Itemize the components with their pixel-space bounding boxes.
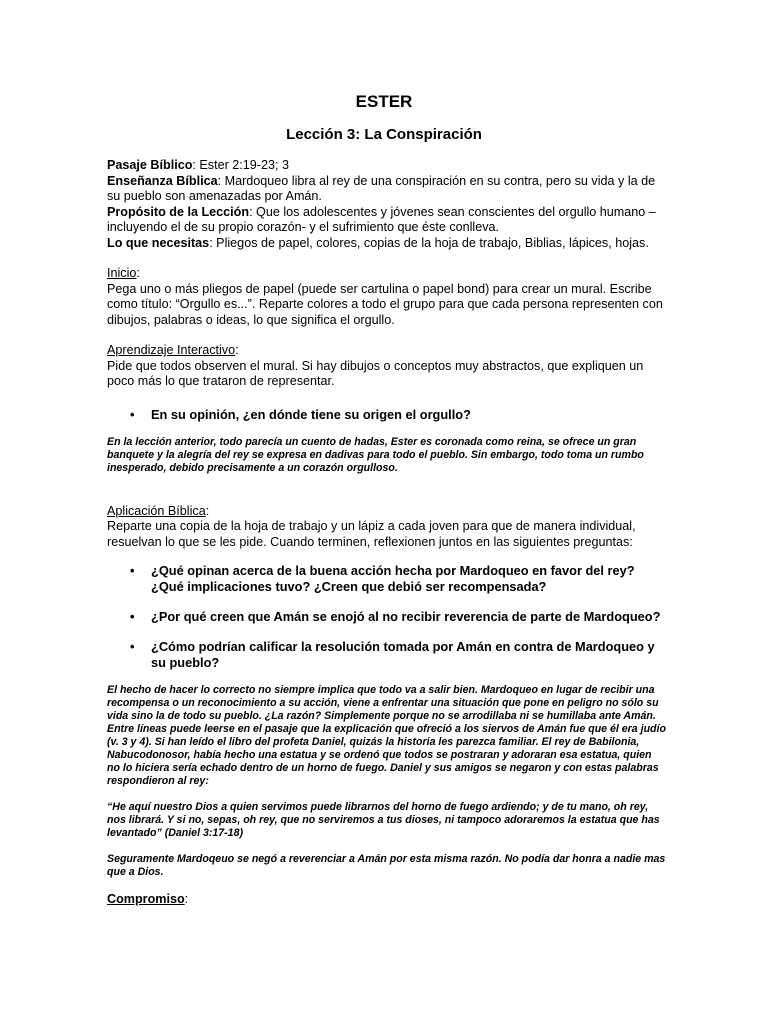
list-item xyxy=(107,407,667,423)
pasaje-text: : Ester 2:19-23; 3 xyxy=(192,158,290,172)
aprendizaje-text: Pide que todos observen el mural. Si hay dibujos o conceptos muy abstractos, que expliquen un poco más lo que trataron de representar. xyxy=(107,358,644,388)
inicio-text: Pega uno o más pliegos de papel (puede ser cartulina o papel bond) para crear un mural. Escribe como título: “Orgullo es...”. Reparte colores a todo el grupo para que cada persona representen con dibujos, palabras o ideas, lo que significa el orgullo. xyxy=(107,281,663,327)
ensenanza-label: Enseñanza Bíblica xyxy=(107,173,218,188)
aprendizaje-colon: : xyxy=(235,343,239,357)
meta-pasaje xyxy=(107,158,667,174)
bible-quote: “He aquí nuestro Dios a quien servimos puede librarnos del horno de fuego ardiendo; y de tu mano, oh rey, nos librará. Y si no, sepas, oh rey, que no serviremos a tus dioses, ni tampoco adoraremos la estatua que has levantado” (Daniel 3:17-18) xyxy=(107,801,660,839)
aprendizaje-note: En la lección anterior, todo parecía un cuento de hadas, Ester es coronada como reina, se ofrece un gran banquete y la alegría del rey se expresa en dadivas para todo el pueblo. Sin embargo, todo toma un rumbo inesperado, debido precisamente a un corazón orgulloso. xyxy=(107,435,644,474)
lesson-title: Lección 3: La Conspiración xyxy=(286,126,482,143)
list-item xyxy=(107,609,667,625)
necesitas-text: : Pliegos de papel, colores, copias de la hoja de trabajo, Biblias, lápices, hojas. xyxy=(209,235,649,250)
aprendizaje-heading: Aprendizaje Interactivo xyxy=(107,343,236,357)
inicio-colon: : xyxy=(136,266,140,280)
ensenanza-text: : Mardoqueo libra al rey de una conspiración en su contra, pero su vida y la de su pueblo son amenazadas por Amán. xyxy=(107,173,656,203)
document-title: ESTER xyxy=(355,92,413,111)
aprendizaje-questions xyxy=(107,407,667,423)
question-text: ¿Cómo podrían calificar la resolución tomada por Amán en contra de Mardoqueo y su pueblo? xyxy=(151,639,655,670)
question-text: En su opinión, ¿en dónde tiene su origen el orgullo? xyxy=(151,406,471,422)
necesitas-label: Lo que necesitas xyxy=(107,235,210,250)
question-text: ¿Por qué creen que Amán se enojó al no recibir reverencia de parte de Mardoqueo? xyxy=(151,609,661,624)
meta-proposito xyxy=(107,205,667,236)
aplicacion-closing-note: Seguramente Mardoqeuo se negó a reverenciar a Amán por esta misma razón. No podía dar honra a nadie mas que a Dios. xyxy=(107,853,666,878)
proposito-label: Propósito de la Lección xyxy=(107,204,250,219)
aplicacion-questions xyxy=(107,563,667,671)
aplicacion-note: El hecho de hacer lo correcto no siempre implica que todo va a salir bien. Mardoqueo en lugar de recibir una recompensa o un reconocimiento a su acción, viene a enfrentar una situación que pone en peligro no sólo su vida sino la de todo su pueblo. ¿La razón? Simplemente porque no se arrodillaba ni se humillaba ante Amán. Entre líneas puede leerse en el pasaje que la explicación que ofreció a los siervos de Amán fue que él era judío (v. 3 y 4). Si han leído el libro del profeta Daniel, quizás la historia les parezca familiar. El rey de Babilonia, Nabucodonosor, había hecho una estatua y se ordenó que todos se postraran y adoraran esa estatua, quien no lo hiciera sería echado dentro de un horno de fuego. Daniel y sus amigos se negaron y con estas palabras respondieron al rey: xyxy=(107,684,666,787)
bullet-icon: • xyxy=(130,609,135,624)
compromiso-heading: Compromiso xyxy=(107,892,185,906)
aplicacion-heading: Aplicación Bíblica xyxy=(107,503,206,518)
bullet-icon: • xyxy=(130,639,135,654)
proposito-text: : Que los adolescentes y jóvenes sean conscientes del orgullo humano – incluyendo el de su propio corazón- y el sufrimiento que éste conlleva. xyxy=(107,204,656,234)
meta-ensenanza xyxy=(107,174,667,205)
list-item xyxy=(107,563,667,595)
inicio-heading-line xyxy=(107,266,667,282)
pasaje-label: Pasaje Bíblico xyxy=(107,158,193,172)
question-text: ¿Qué opinan acerca de la buena acción hecha por Mardoqueo en favor del rey? ¿Qué implicaciones tuvo? ¿Creen que debió ser recompensada? xyxy=(151,563,635,594)
compromiso-colon: : xyxy=(184,892,189,906)
bullet-icon: • xyxy=(130,406,135,422)
aplicacion-colon: : xyxy=(205,503,210,518)
inicio-heading: Inicio xyxy=(107,266,137,280)
aplicacion-heading-line xyxy=(107,504,667,520)
compromiso-heading-line xyxy=(107,892,667,908)
bullet-icon: • xyxy=(130,563,135,578)
meta-necesitas xyxy=(107,236,667,252)
aprendizaje-heading-line xyxy=(107,343,667,359)
document-body xyxy=(107,158,667,908)
aplicacion-text: Reparte una copia de la hoja de trabajo y un lápiz a cada joven para que de manera individual, resuelvan lo que se les pide. Cuando terminen, reflexionen juntos en las siguientes preguntas: xyxy=(107,519,636,549)
list-item xyxy=(107,639,667,671)
